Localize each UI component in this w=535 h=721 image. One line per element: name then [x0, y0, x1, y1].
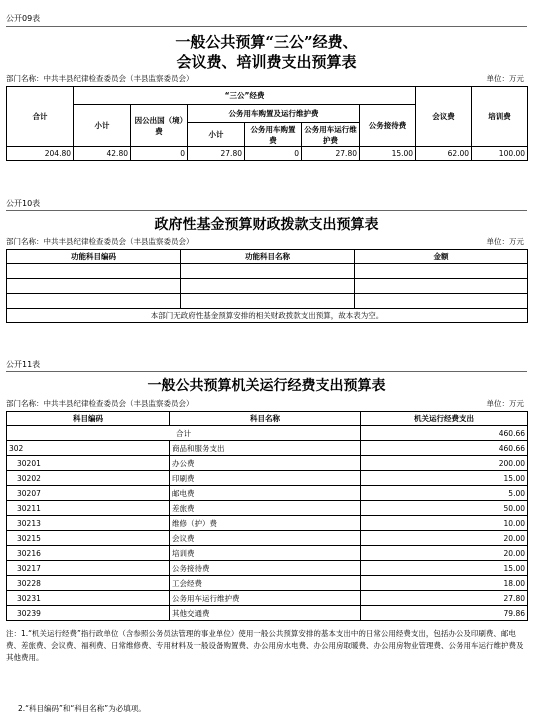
row-name: 邮电费 — [170, 486, 361, 501]
operating-expense-table — [6, 411, 528, 621]
table-row — [7, 441, 528, 456]
header-meeting: 会议费 — [416, 87, 472, 147]
header-training: 培训费 — [472, 87, 528, 147]
header-amount: 金额 — [355, 250, 528, 264]
table-row — [7, 456, 528, 471]
row-value: 5.00 — [361, 486, 528, 501]
sangong-table — [6, 86, 528, 161]
table-row — [7, 279, 528, 294]
table-meta — [6, 74, 527, 84]
row-code: 30239 — [7, 606, 170, 621]
department-name: 部门名称：中共丰县纪律检查委员会（丰县监察委员会） — [6, 74, 194, 83]
table-row — [7, 546, 528, 561]
table-row — [7, 264, 528, 279]
row-value: 20.00 — [361, 546, 528, 561]
table-row — [7, 531, 528, 546]
table-title: 一般公共预算机关运行经费支出预算表 — [147, 378, 386, 394]
header-code: 功能科目编码 — [7, 250, 181, 264]
row-value: 200.00 — [361, 456, 528, 471]
table-meta — [6, 399, 527, 409]
total-value: 460.66 — [361, 426, 528, 441]
row-code: 30201 — [7, 456, 170, 471]
table-note: 本部门无政府性基金预算安排的相关财政拨款支出预算，故本表为空。 — [7, 309, 528, 323]
table-title-line1: 一般公共预算“三公”经费、 — [175, 33, 358, 51]
row-name: 工会经费 — [170, 576, 361, 591]
table-row — [7, 516, 528, 531]
header-sangong: “三公”经费 — [74, 87, 416, 105]
row-value: 27.80 — [361, 591, 528, 606]
row-name: 公务接待费 — [170, 561, 361, 576]
table-row — [7, 606, 528, 621]
row-value: 460.66 — [361, 441, 528, 456]
row-code: 30215 — [7, 531, 170, 546]
cell-reception: 15.00 — [360, 147, 416, 161]
table-meta — [6, 237, 527, 247]
header-name: 科目名称 — [170, 412, 361, 426]
header-abroad: 因公出国（境）费 — [131, 105, 188, 147]
fund-table — [6, 249, 528, 323]
table-row — [7, 576, 528, 591]
cell-vehicle-purchase: 0 — [245, 147, 302, 161]
table-tag: 公开10表 — [6, 199, 41, 208]
row-code: 30231 — [7, 591, 170, 606]
row-code: 302 — [7, 441, 170, 456]
row-value: 15.00 — [361, 561, 528, 576]
row-name: 办公费 — [170, 456, 361, 471]
table-tag: 公开11表 — [6, 360, 41, 369]
table-09-section — [6, 0, 527, 180]
row-name: 维修（护）费 — [170, 516, 361, 531]
unit-label: 单位：万元 — [486, 399, 524, 408]
header-code: 科目编码 — [7, 412, 170, 426]
header-subtotal: 小计 — [74, 105, 131, 147]
cell-total: 204.80 — [7, 147, 74, 161]
header-reception: 公务接待费 — [360, 105, 416, 147]
table-title-line2: 会议费、培训费支出预算表 — [176, 53, 357, 71]
row-name: 印刷费 — [170, 471, 361, 486]
row-name: 其他交通费 — [170, 606, 361, 621]
table-title: 政府性基金预算财政拨款支出预算表 — [154, 217, 379, 233]
row-code: 30211 — [7, 501, 170, 516]
cell-subtotal: 42.80 — [74, 147, 131, 161]
header-vehicle-running: 公务用车运行维护费 — [302, 123, 360, 147]
table-row — [7, 501, 528, 516]
row-value: 79.86 — [361, 606, 528, 621]
table-row — [7, 471, 528, 486]
table-row — [7, 591, 528, 606]
table-row — [7, 561, 528, 576]
unit-label: 单位：万元 — [486, 74, 524, 83]
cell-abroad: 0 — [131, 147, 188, 161]
cell-training: 100.00 — [472, 147, 528, 161]
cell-vehicle-subtotal: 27.80 — [188, 147, 245, 161]
cell-meeting: 62.00 — [416, 147, 472, 161]
unit-label: 单位：万元 — [486, 237, 524, 246]
row-value: 18.00 — [361, 576, 528, 591]
cell-vehicle-running: 27.80 — [302, 147, 360, 161]
row-value: 20.00 — [361, 531, 528, 546]
header-amount: 机关运行经费支出 — [361, 412, 528, 426]
row-code: 30207 — [7, 486, 170, 501]
table-10-section — [6, 199, 527, 344]
row-code: 30216 — [7, 546, 170, 561]
row-name: 差旅费 — [170, 501, 361, 516]
row-value: 50.00 — [361, 501, 528, 516]
row-name: 商品和服务支出 — [170, 441, 361, 456]
row-code: 30217 — [7, 561, 170, 576]
row-value: 15.00 — [361, 471, 528, 486]
footnote-1: 注：1.“机关运行经费”指行政单位（含参照公务员法管理的事业单位）使用一般公共预算安排的基本支出中的日常公用经费支出，包括办公及印刷费、邮电费、差旅费、会议费、福利费、日常维修费、专用材料及一般设备购置费、办公用房水电费、办公用房取暖费、办公用房物业管理费、公务用车运行维护费及其他费用。 — [6, 629, 524, 662]
table-row — [7, 294, 528, 309]
header-vehicle-purchase: 公务用车购置费 — [245, 123, 302, 147]
row-code: 30213 — [7, 516, 170, 531]
header-name: 功能科目名称 — [181, 250, 355, 264]
row-code: 30228 — [7, 576, 170, 591]
department-name: 部门名称：中共丰县纪律检查委员会（丰县监察委员会） — [6, 237, 194, 246]
row-value: 10.00 — [361, 516, 528, 531]
header-total: 合计 — [7, 87, 74, 147]
table-11-section — [6, 360, 527, 718]
row-name: 会议费 — [170, 531, 361, 546]
table-row-total — [7, 426, 528, 441]
row-code: 30202 — [7, 471, 170, 486]
table-row — [7, 147, 528, 161]
table-tag: 公开09表 — [6, 14, 41, 23]
row-name: 公务用车运行维护费 — [170, 591, 361, 606]
footnote-2: 2.“科目编码”和“科目名称”为必填项。 — [18, 704, 146, 713]
header-vehicle-subtotal: 小计 — [188, 123, 245, 147]
department-name: 部门名称：中共丰县纪律检查委员会（丰县监察委员会） — [6, 399, 194, 408]
header-vehicle: 公务用车购置及运行维护费 — [188, 105, 360, 123]
total-label: 合计 — [7, 426, 361, 441]
row-name: 培训费 — [170, 546, 361, 561]
table-row — [7, 486, 528, 501]
